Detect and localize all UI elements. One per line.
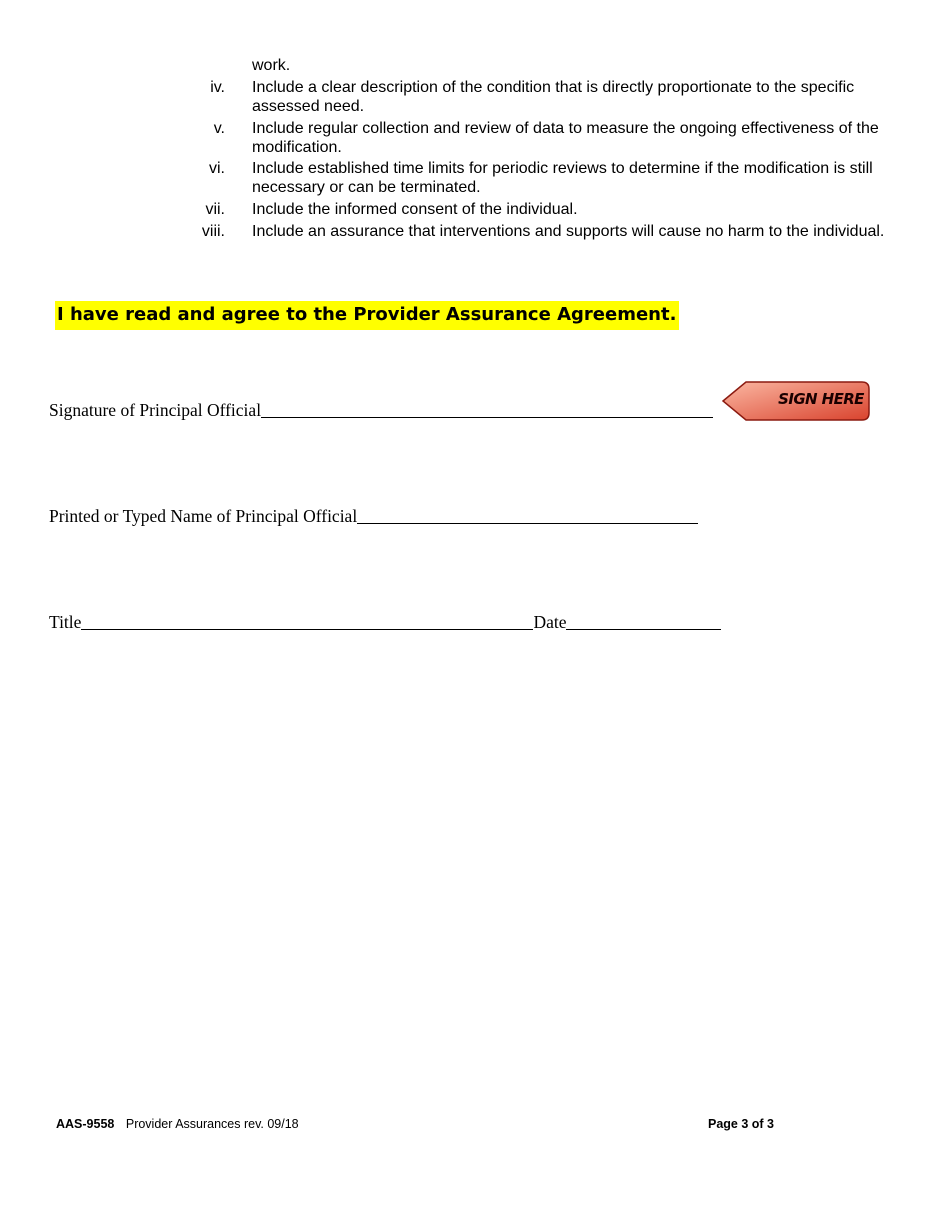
list-item-number: iv. bbox=[210, 79, 225, 96]
signature-label: Signature of Principal Official bbox=[49, 400, 262, 420]
date-label: Date bbox=[533, 612, 567, 632]
list-item-number: v. bbox=[213, 120, 225, 137]
printed-name-row bbox=[49, 506, 698, 527]
list-item-number: viii. bbox=[201, 223, 225, 240]
list-item-text: Include established time limits for periodic reviews to determine if the modification is still necessary or can be terminated. bbox=[252, 160, 873, 196]
sign-here-label: SIGN HERE bbox=[778, 390, 864, 408]
printed-name-field[interactable] bbox=[357, 522, 698, 524]
signature-row bbox=[49, 400, 713, 421]
list-item-number: vi. bbox=[209, 160, 225, 177]
date-field[interactable] bbox=[566, 628, 721, 630]
title-date-row bbox=[49, 612, 721, 633]
list-item-number: vii. bbox=[205, 201, 225, 218]
form-code: AAS-9558 bbox=[56, 1117, 115, 1131]
title-label: Title bbox=[49, 612, 82, 632]
title-field[interactable] bbox=[81, 628, 533, 630]
form-footer bbox=[56, 1117, 299, 1131]
page-number: Page 3 of 3 bbox=[708, 1117, 774, 1131]
continuation-text: work. bbox=[252, 57, 291, 74]
list-item-text: Include an assurance that interventions and supports will cause no harm to the individual. bbox=[252, 223, 885, 240]
sign-here-tab bbox=[722, 380, 872, 422]
list-item-text: Include the informed consent of the individual. bbox=[252, 201, 578, 218]
agreement-statement: I have read and agree to the Provider Assurance Agreement. bbox=[55, 301, 679, 330]
printed-name-label: Printed or Typed Name of Principal Official bbox=[49, 506, 358, 526]
form-name: Provider Assurances rev. 09/18 bbox=[125, 1117, 299, 1131]
signature-field[interactable] bbox=[261, 416, 713, 418]
list-item-text: Include regular collection and review of data to measure the ongoing effectiveness of the modification. bbox=[252, 120, 879, 156]
list-item-text: Include a clear description of the condition that is directly proportionate to the specific assessed need. bbox=[252, 79, 855, 115]
